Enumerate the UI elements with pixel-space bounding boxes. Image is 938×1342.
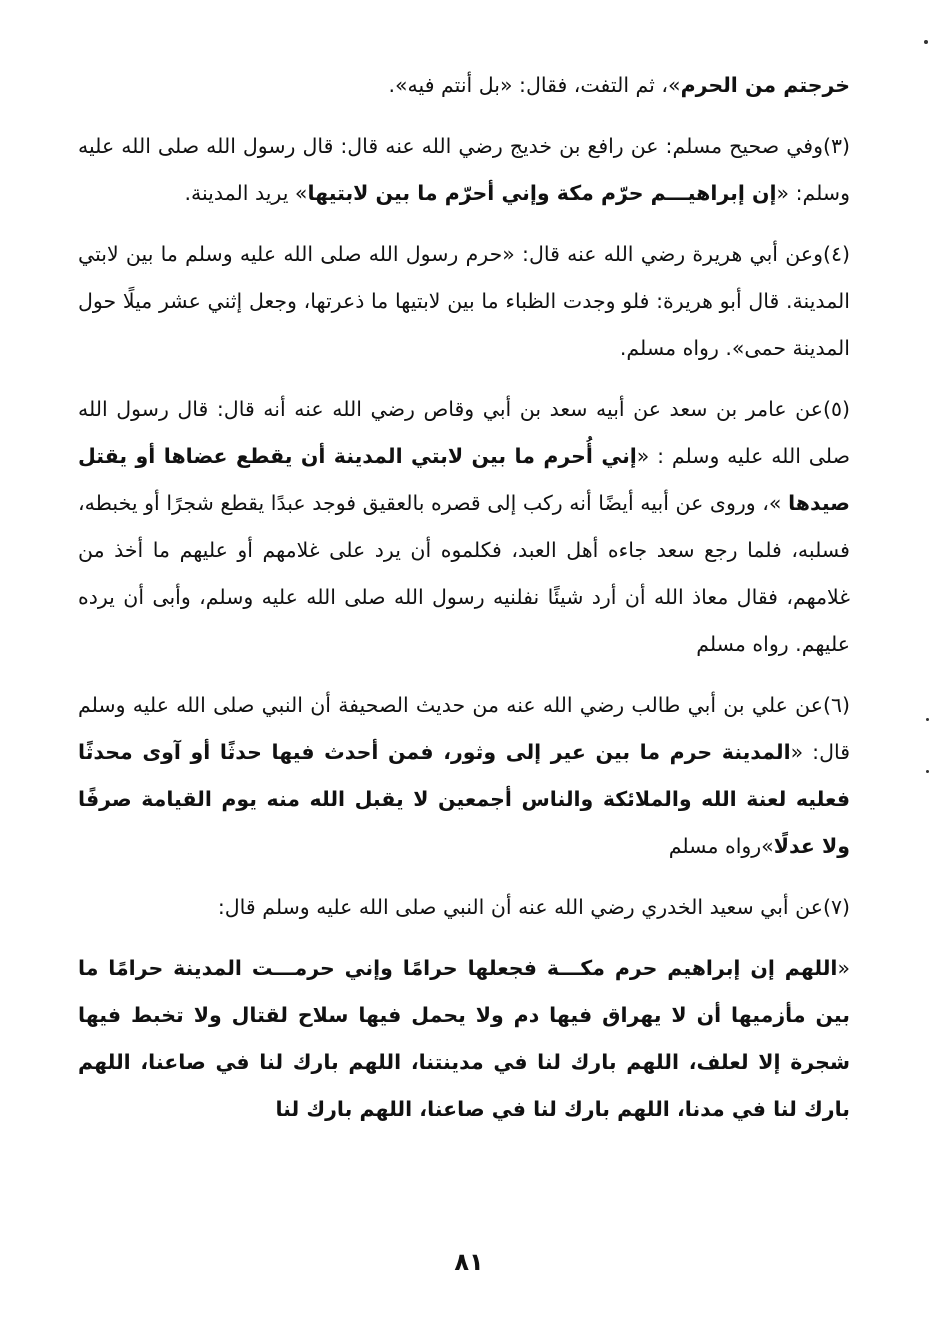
paragraph-hadith-5 [78, 386, 850, 668]
paragraph-hadith-3 [78, 123, 850, 217]
text-run: (٦)عن علي بن أبي طالب رضي الله عنه من حديث الصحيفة أن النبي صلى الله عليه وسلم قال: « [78, 693, 851, 764]
scan-speck [926, 718, 929, 721]
paragraph-hadith-7-quote [78, 945, 850, 1133]
text-run: خرجتم من الحرم [680, 73, 850, 97]
page-number: ٨١ [454, 1248, 484, 1276]
text-run: (٣)وفي صحيح مسلم: عن رافع بن خديج رضي الله عنه قال: قال رسول الله صلى الله عليه وسلم: « [78, 134, 850, 205]
text-run: » يريد المدينة. [184, 181, 308, 205]
paragraph-hadith-4 [78, 231, 850, 372]
text-run: »رواه مسلم [668, 834, 774, 858]
text-run: (٤)وعن أبي هريرة رضي الله عنه قال: «حرم رسول الله صلى الله عليه وسلم ما بين لابتي المدينة. قال أبو هريرة: فلو وجدت الظباء ما بين لابتيها ما ذعرتها، وجعل إثني عشر ميلًا حول المدينة حمى». رواه مسلم. [78, 242, 850, 360]
text-run: إني أُحرم ما بين لابتي المدينة أن يقطع عضاها أو يقتل صيدها [78, 444, 850, 515]
text-run: إن إبراهيـــم حرّم مكة وإني أحرّم ما بين لابتيها [307, 181, 777, 205]
page-body [78, 62, 850, 1147]
text-run: « [837, 956, 850, 980]
text-run: »، وروى عن أبيه أيضًا أنه ركب إلى قصره بالعقيق فوجد عبدًا يقطع شجرًا أو يخبطه، فسلبه، فلما رجع سعد جاءه أهل العبد، فكلموه أن يرد على غلامهم أو عليهم ما أخذ من غلامهم، فقال معاذ الله أن أرد شيئًا نفلنيه رسول الله صلى الله عليه وسلم، وأبى أن يرده عليهم. رواه مسلم [78, 491, 850, 656]
scan-speck [924, 40, 928, 44]
paragraph-hadith-6 [78, 682, 850, 870]
scan-speck [926, 770, 929, 773]
paragraph-continuation [78, 62, 850, 109]
paragraph-hadith-7-intro [78, 884, 850, 931]
text-run: المدينة حرم ما بين عير إلى وثور، فمن أحدث فيها حدثًا أو آوى محدثًا فعليه لعنة الله والملائكة والناس أجمعين لا يقبل الله منه يوم القيامة صرفًا ولا عدلًا [78, 740, 850, 858]
text-run: (٧)عن أبي سعيد الخدري رضي الله عنه أن النبي صلى الله عليه وسلم قال: [217, 895, 850, 919]
text-run: اللهم إن إبراهيم حرم مكـــة فجعلها حرامًا وإني حرمـــت المدينة حرامًا ما بين مأزميها أن لا يهراق فيها دم ولا يحمل فيها سلاح لقتال ولا تخبط فيها شجرة إلا لعلف، اللهم بارك لنا في مدينتنا، اللهم بارك لنا في صاعنا، اللهم بارك لنا في مدنا، اللهم بارك لنا في صاعنا، اللهم بارك لنا [78, 956, 850, 1121]
text-run: (٥)عن عامر بن سعد عن أبيه سعد بن أبي وقاص رضي الله عنه أنه قال: قال رسول الله صلى الله عليه وسلم : « [78, 397, 851, 468]
text-run: »، ثم التفت، فقال: «بل أنتم فيه». [388, 73, 681, 97]
